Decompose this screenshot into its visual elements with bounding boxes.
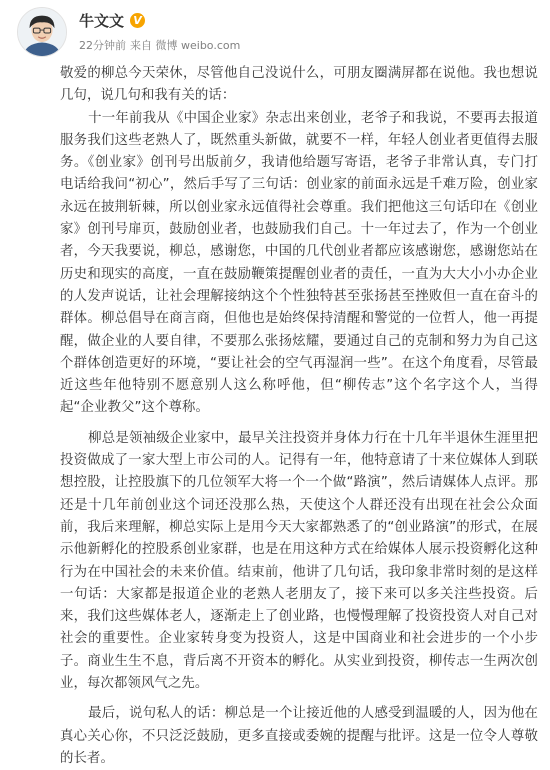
post-meta (79, 37, 240, 53)
post-paragraph: 敬爱的柳总今天荣休，尽管他自己没说什么，可朋友圈满屏都在说他。我也想说几句，说几句和我有关的话： (60, 66, 538, 104)
user-avatar[interactable] (17, 7, 67, 57)
post-time[interactable]: 22分钟前 (79, 39, 126, 52)
verified-badge-icon: V (130, 13, 145, 28)
post-content (60, 63, 538, 770)
post-paragraph: 柳总是领袖级企业家中，最早关注投资并身体力行在十几年半退休生涯里把投资做成了一家大型上市公司的人。记得有一年，他特意请了十来位媒体人到联想控股，让控股旗下的几位领军大将一个一个做“路演”，然后请媒体人点评。那还是十几年前创业这个词还没那么热，天使这个人群还没有出现在社会公众面前，我后来理解，柳总实际上是用今天大家都熟悉了的“创业路演”的形式，在展示他新孵化的控股系创业家群，也是在用这种方式在给媒体人展示投资孵化这种行为在中国社会的未来价值。结束前，他讲了几句话，我印象非常时刻的是这样一句话：大家都是报道企业的老熟人老朋友了，接下来可以多关注些投资。后来，我们这些媒体老人，逐渐走上了创业路，也慢慢理解了投资投资人对自己对社会的重要性。企业家转身变为投资人，这是中国商业和社会进步的一个小步子。商业生生不息，背后离不开资本的孵化。从实业到投资，柳传志一生两次创业，每次都领风气之先。 (60, 430, 538, 692)
author-name[interactable]: 牛文文 (79, 12, 125, 30)
post-paragraph: 最后，说句私人的话：柳总是一个让接近他的人感受到温暖的人，因为他在真心关心你，不只泛泛鼓励，更多直接或委婉的提醒与批评。这是一位令人尊敬的长者。 (60, 706, 538, 766)
post-source: 来自 微博 weibo.com (130, 39, 241, 52)
post-header (0, 0, 550, 62)
author-line (79, 10, 145, 31)
user-avatar-icon (18, 8, 66, 56)
post-paragraph: 十一年前我从《中国企业家》杂志出来创业，老爷子和我说，不要再去报道服务我们这些老熟人了，既然重头新做，就要不一样，年轻人创业者更值得去服务。《创业家》创刊号出版前夕，我请他给题写寄语，老爷子非常认真，专门打电话给我问“初心”，然后手写了三句话：创业家的前面永远是千难万险，创业家永远在披荆斩棘，所以创业家永远值得社会尊重。我们把他这三句话印在《创业家》创刊号扉页，鼓励创业者，也鼓励我们自己。十一年过去了，作为一个创业者，今天我要说，柳总，感谢您，中国的几代创业者都应该感谢您，感谢您站在历史和现实的高度，一直在鼓励鞭策提醒创业者的责任，一直为大大小小办企业的人发声说话，让社会理解接纳这个个性独特甚至张扬甚至挫败但一直在奋斗的群体。柳总倡导在商言商，但他也是始终保持清醒和警觉的一位哲人，他一再提醒，做企业的人要自律，不要那么张扬炫耀，要通过自己的克制和努力为自己这个群体创造更好的环境，“要让社会的空气再湿润一些”。在这个角度看，尽管最近这些年他特别不愿意别人这么称呼他，但“柳传志”这个名字这个人，当得起“企业教父”这个尊称。 (60, 110, 538, 416)
